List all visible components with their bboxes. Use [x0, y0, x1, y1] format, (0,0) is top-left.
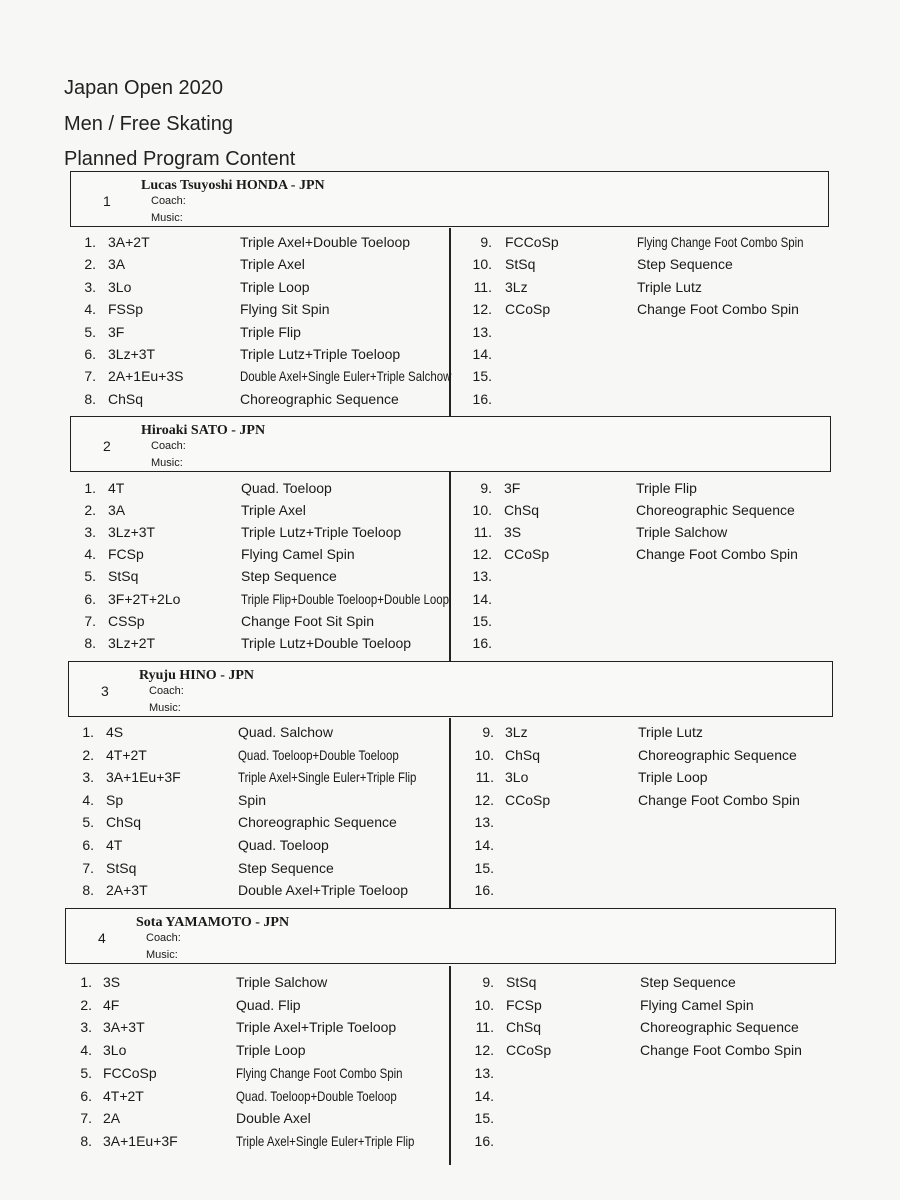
element-code: 3A [108, 256, 126, 273]
element-row [0, 997, 895, 1019]
element-description: Triple Loop [240, 278, 310, 295]
element-description: Choreographic Sequence [238, 814, 397, 831]
element-row [0, 724, 895, 746]
element-number: 2. [84, 502, 96, 519]
skater-name: Sota YAMAMOTO - JPN [136, 915, 290, 930]
element-number: 13. [472, 568, 492, 585]
music-label: Music: [151, 212, 183, 224]
element-description: Change Foot Combo Spin [637, 301, 799, 318]
element-description: Triple Loop [638, 769, 708, 786]
element-description: Change Foot Sit Spin [241, 612, 375, 629]
element-row [0, 1019, 895, 1041]
element-number: 6. [84, 346, 96, 362]
element-number: 8. [84, 634, 96, 651]
element-number: 14. [474, 1087, 494, 1104]
element-number: 12. [472, 546, 492, 563]
element-code: CCoSp [506, 1042, 552, 1059]
element-number: 5. [84, 323, 96, 340]
element-description: Flying Camel Spin [241, 546, 355, 563]
start-number: 3 [101, 683, 109, 699]
element-row [0, 301, 895, 323]
element-number: 7. [82, 859, 94, 876]
element-number: 10. [474, 746, 494, 763]
element-number: 1. [84, 234, 96, 250]
element-number: 6. [80, 1087, 92, 1104]
skater-header-box [70, 171, 829, 227]
element-number: 12. [474, 1042, 494, 1059]
element-code: 2A+3T [106, 882, 148, 899]
element-description: Double Axel+Single Euler+Triple Salchow [240, 368, 452, 385]
element-code: FCSp [108, 546, 144, 563]
element-number: 9. [480, 480, 492, 496]
element-number: 11. [473, 278, 492, 295]
element-code: 3Lo [505, 769, 529, 786]
element-code: 3F [108, 323, 125, 340]
element-description: Triple Axel+Single Euler+Triple Flip [238, 769, 417, 786]
element-row [0, 792, 895, 814]
element-code: StSq [106, 859, 137, 876]
element-description: Triple Loop [236, 1042, 306, 1059]
element-code: ChSq [505, 746, 541, 763]
element-description: Choreographic Sequence [240, 390, 399, 407]
element-code: 3Lz+2T [108, 634, 156, 651]
element-number: 14. [474, 837, 494, 853]
element-row [0, 391, 895, 413]
element-description: Quad. Toeloop+Double Toeloop [236, 1087, 397, 1104]
element-description: Double Axel [236, 1110, 311, 1127]
element-description: Triple Salchow [636, 524, 728, 541]
element-number: 11. [475, 769, 494, 786]
element-row [0, 256, 895, 278]
element-row [0, 234, 895, 256]
element-number: 12. [472, 301, 492, 318]
element-description: Triple Lutz [638, 724, 703, 740]
element-code: 4T+2T [106, 746, 147, 763]
element-code: 3Lz+3T [108, 346, 156, 362]
element-code: ChSq [108, 390, 144, 407]
element-number: 16. [472, 634, 492, 651]
element-row [0, 747, 895, 769]
element-row [0, 613, 895, 635]
element-code: Sp [106, 791, 124, 808]
element-number: 7. [84, 612, 96, 629]
element-row [0, 568, 895, 590]
element-number: 2. [82, 746, 94, 763]
element-row [0, 480, 895, 502]
element-description: Change Foot Combo Spin [636, 546, 798, 563]
element-row [0, 882, 895, 904]
element-number: 7. [80, 1110, 92, 1127]
music-label: Music: [151, 457, 183, 469]
element-number: 10. [474, 996, 494, 1013]
element-code: 3A+1Eu+3F [106, 769, 181, 786]
element-description: Triple Axel [240, 256, 305, 273]
element-number: 15. [472, 612, 492, 629]
element-code: 3S [504, 524, 522, 541]
element-number: 6. [82, 837, 94, 853]
element-number: 14. [472, 346, 492, 362]
element-code: ChSq [506, 1019, 542, 1036]
element-number: 14. [472, 590, 492, 607]
element-number: 1. [80, 974, 92, 990]
element-number: 2. [80, 996, 92, 1013]
element-code: 3Lo [108, 278, 132, 295]
element-description: Triple Axel+Single Euler+Triple Flip [236, 1132, 415, 1149]
element-description: Triple Flip [636, 480, 697, 496]
element-description: Flying Sit Spin [240, 301, 330, 318]
element-row [0, 524, 895, 546]
start-number: 4 [98, 930, 106, 946]
element-number: 1. [82, 724, 94, 740]
element-code: 3A+2T [108, 234, 150, 250]
element-number: 5. [82, 814, 94, 831]
element-description: Triple Salchow [236, 974, 328, 990]
skater-name: Hiroaki SATO - JPN [141, 423, 266, 438]
element-number: 2. [84, 256, 96, 273]
element-description: Quad. Toeloop [238, 837, 329, 853]
element-code: CCoSp [505, 791, 551, 808]
element-description: Triple Axel+Triple Toeloop [236, 1019, 397, 1036]
element-code: 3Lo [103, 1042, 127, 1059]
element-code: FCSp [506, 996, 542, 1013]
element-row [0, 591, 895, 613]
coach-label: Coach: [151, 440, 186, 452]
element-description: Quad. Flip [236, 996, 301, 1013]
element-number: 12. [474, 791, 494, 808]
element-code: StSq [505, 256, 536, 273]
element-number: 15. [472, 368, 492, 385]
element-number: 3. [84, 278, 96, 295]
element-description: Quad. Salchow [238, 724, 333, 740]
element-number: 13. [474, 1064, 494, 1081]
element-code: CSSp [108, 612, 145, 629]
element-row [0, 974, 895, 996]
element-description: Choreographic Sequence [638, 746, 797, 763]
element-description: Spin [238, 791, 267, 808]
element-description: Triple Flip+Double Toeloop+Double Loop [241, 590, 450, 607]
element-number: 4. [84, 546, 96, 563]
skater-name: Lucas Tsuyoshi HONDA - JPN [141, 178, 325, 193]
coach-label: Coach: [151, 195, 186, 207]
element-row [0, 635, 895, 657]
element-number: 10. [472, 502, 492, 519]
element-number: 16. [474, 1132, 494, 1149]
element-code: 3A+3T [103, 1019, 145, 1036]
element-description: Flying Camel Spin [640, 996, 754, 1013]
element-code: StSq [108, 568, 139, 585]
element-description: Triple Axel+Double Toeloop [240, 234, 411, 250]
element-code: 3S [103, 974, 121, 990]
element-number: 9. [482, 974, 494, 990]
element-description: Quad. Toeloop [241, 480, 332, 496]
coach-label: Coach: [149, 685, 184, 697]
element-number: 5. [84, 568, 96, 585]
element-row [0, 1133, 895, 1155]
element-number: 1. [84, 480, 96, 496]
element-number: 8. [84, 390, 96, 407]
element-description: Triple Lutz [637, 278, 702, 295]
element-code: 3F [504, 480, 521, 496]
element-description: Triple Lutz+Triple Toeloop [240, 346, 401, 362]
element-code: 3Lz+3T [108, 524, 156, 541]
element-code: 3A+1Eu+3F [103, 1132, 178, 1149]
element-number: 6. [84, 590, 96, 607]
element-description: Double Axel+Triple Toeloop [238, 882, 409, 899]
element-code: 4T+2T [103, 1087, 144, 1104]
element-description: Change Foot Combo Spin [638, 791, 800, 808]
element-number: 3. [84, 524, 96, 541]
element-description: Triple Lutz+Double Toeloop [241, 634, 412, 651]
element-code: FCCoSp [103, 1064, 157, 1081]
element-code: 4T [108, 480, 125, 496]
element-number: 4. [84, 301, 96, 318]
element-number: 15. [474, 859, 494, 876]
music-label: Music: [146, 949, 178, 961]
element-row [0, 860, 895, 882]
event-title: Japan Open 2020 [64, 77, 224, 99]
element-number: 7. [84, 368, 96, 385]
element-code: ChSq [106, 814, 142, 831]
element-row [0, 1110, 895, 1132]
element-number: 10. [472, 256, 492, 273]
element-number: 13. [474, 814, 494, 831]
element-number: 8. [80, 1132, 92, 1149]
element-number: 16. [474, 882, 494, 899]
element-description: Choreographic Sequence [636, 502, 795, 519]
element-code: 3Lz [505, 724, 528, 740]
element-code: 2A [103, 1110, 121, 1127]
element-code: ChSq [504, 502, 540, 519]
element-description: Flying Change Foot Combo Spin [637, 234, 804, 250]
skater-header-box [70, 416, 831, 472]
coach-label: Coach: [146, 932, 181, 944]
element-row [0, 1042, 895, 1064]
element-description: Step Sequence [238, 859, 334, 876]
element-row [0, 546, 895, 568]
element-row [0, 837, 895, 859]
element-row [0, 346, 895, 368]
element-description: Flying Change Foot Combo Spin [236, 1064, 403, 1081]
element-code: 2A+1Eu+3S [108, 368, 184, 385]
element-row [0, 1065, 895, 1087]
element-code: 3Lz [505, 278, 528, 295]
element-description: Step Sequence [241, 568, 337, 585]
element-number: 9. [480, 234, 492, 250]
element-code: 3A [108, 502, 126, 519]
element-row [0, 324, 895, 346]
element-number: 8. [82, 882, 94, 899]
skater-name: Ryuju HINO - JPN [139, 668, 255, 683]
start-number: 1 [103, 193, 111, 209]
element-description: Triple Axel [241, 502, 306, 519]
element-code: CCoSp [504, 546, 550, 563]
element-description: Change Foot Combo Spin [640, 1042, 802, 1059]
element-number: 13. [472, 323, 492, 340]
element-code: CCoSp [505, 301, 551, 318]
element-number: 4. [82, 791, 94, 808]
element-description: Triple Flip [240, 323, 301, 340]
element-number: 5. [80, 1064, 92, 1081]
music-label: Music: [149, 702, 181, 714]
element-code: 4F [103, 996, 120, 1013]
element-number: 15. [474, 1110, 494, 1127]
category-title: Men / Free Skating [64, 113, 233, 135]
skater-header-box [65, 908, 836, 964]
element-description: Quad. Toeloop+Double Toeloop [238, 746, 399, 763]
element-description: Step Sequence [637, 256, 733, 273]
element-row [0, 368, 895, 390]
element-number: 4. [80, 1042, 92, 1059]
element-number: 9. [482, 724, 494, 740]
element-row [0, 502, 895, 524]
element-row [0, 1088, 895, 1110]
element-code: 3F+2T+2Lo [108, 590, 181, 607]
element-code: 4S [106, 724, 124, 740]
element-number: 16. [472, 390, 492, 407]
element-description: Choreographic Sequence [640, 1019, 799, 1036]
element-code: FSSp [108, 301, 144, 318]
element-description: Step Sequence [640, 974, 736, 990]
element-row [0, 279, 895, 301]
element-number: 11. [475, 1019, 494, 1036]
document-subtitle: Planned Program Content [64, 148, 296, 170]
element-description: Triple Lutz+Triple Toeloop [241, 524, 402, 541]
element-number: 3. [80, 1019, 92, 1036]
element-code: StSq [506, 974, 537, 990]
element-row [0, 814, 895, 836]
element-row [0, 769, 895, 791]
skater-header-box [68, 661, 833, 717]
element-code: FCCoSp [505, 234, 559, 250]
element-number: 3. [82, 769, 94, 786]
element-number: 11. [473, 524, 492, 541]
start-number: 2 [103, 438, 111, 454]
element-code: 4T [106, 837, 123, 853]
